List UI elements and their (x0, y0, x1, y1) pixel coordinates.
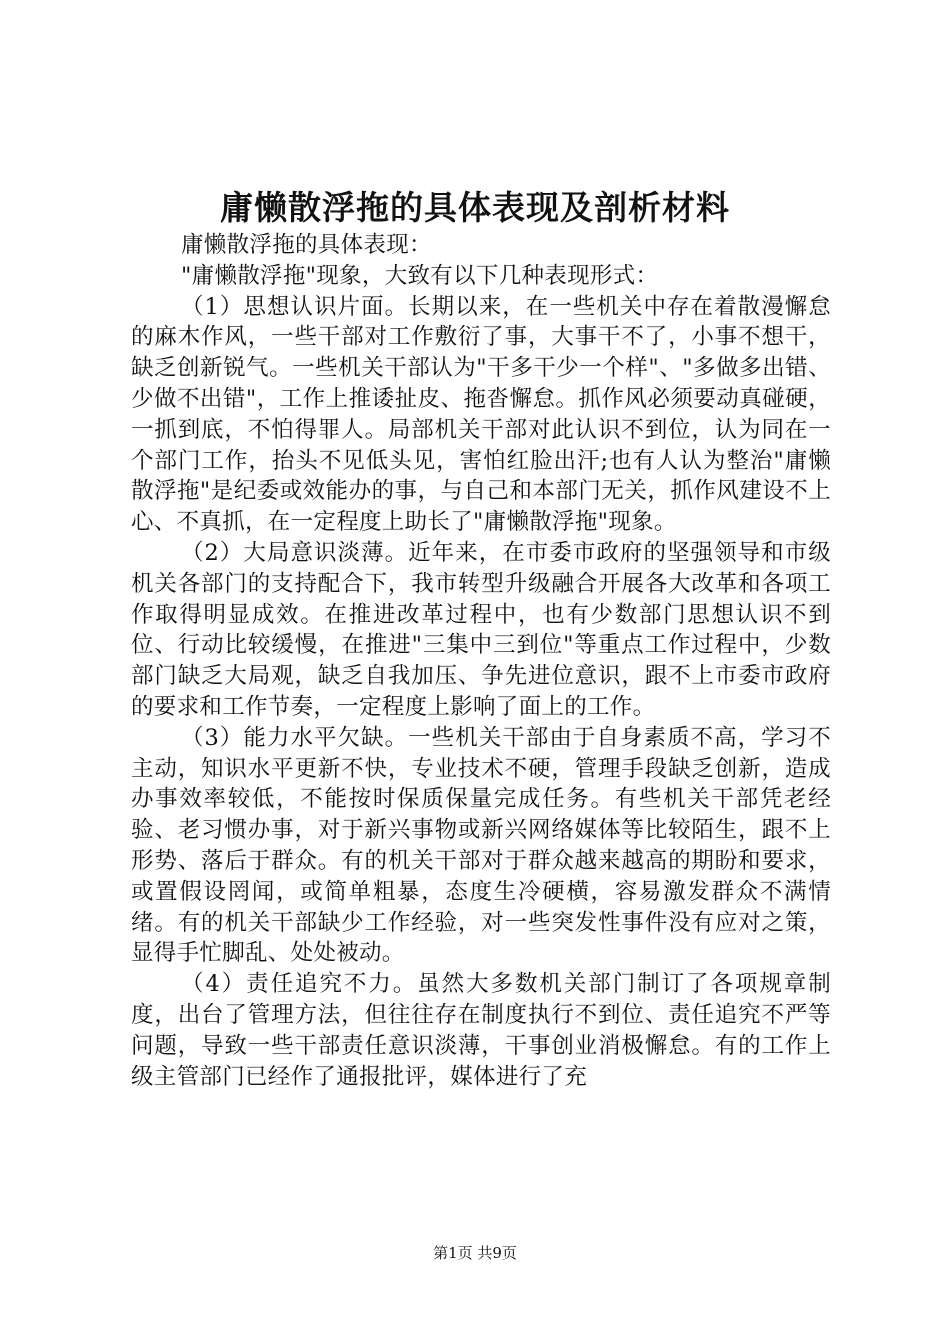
document-body (131, 230, 831, 1092)
page-footer: 第1页 共9页 (433, 1244, 517, 1262)
paragraph-forms: "庸懒散浮拖"现象，大致有以下几种表现形式： (181, 262, 659, 289)
paragraph-intro: 庸懒散浮拖的具体表现： (181, 232, 432, 258)
paragraph-item-1: （1）思想认识片面。长期以来，在一些机关中存在着散漫懈怠的麻木作风，一些干部对工作敷衍了事，大事干不了，小事不想干，缺乏创新锐气。一些机关干部认为"干多干少一个样"、"多做多出错、少做不出错"，工作上推诿扯皮、拖沓懈怠。抓作风必须要动真碰硬，一抓到底，不怕得罪人。局部机关干部对此认识不到位，认为同在一个部门工作，抬头不见低头见，害怕红脸出汗;也有人认为整治"庸懒散浮拖"是纪委或效能办的事，与自己和本部门无关，抓作风建设不上心、不真抓，在一定程度上助长了"庸懒散浮拖"现象。 (131, 293, 831, 536)
paragraph-item-2: （2）大局意识淡薄。近年来，在市委市政府的坚强领导和市级机关各部门的支持配合下，我市转型升级融合开展各大改革和各项工作取得明显成效。在推进改革过程中，也有少数部门思想认识不到位、行动比较缓慢，在推进"三集中三到位"等重点工作过程中，少数部门缺乏大局观，缺乏自我加压、争先进位意识，跟不上市委市政府的要求和工作节奏，一定程度上影响了面上的工作。 (131, 539, 831, 720)
paragraph-item-3: （3）能力水平欠缺。一些机关干部由于自身素质不高，学习不主动，知识水平更新不快，专业技术不硬，管理手段缺乏创新，造成办事效率较低，不能按时保质保量完成任务。有些机关干部凭老经验、老习惯办事，对于新兴事物或新兴网络媒体等比较陌生，跟不上形势、落后于群众。有的机关干部对于群众越来越高的期盼和要求，或置假设罔闻，或简单粗暴，态度生冷硬横，容易激发群众不满情绪。有的机关干部缺少工作经验，对一些突发性事件没有应对之策，显得手忙脚乱、处处被动。 (131, 724, 831, 967)
paragraph-item-4: （4）责任追究不力。虽然大多数机关部门制订了各项规章制度，出台了管理方法，但往往存在制度执行不到位、责任追究不严等问题，导致一些干部责任意识淡薄，干事创业消极懈怠。有的工作上级主管部门已经作了通报批评，媒体进行了充 (131, 971, 831, 1090)
document-title: 庸懒散浮拖的具体表现及剖析材料 (220, 188, 730, 227)
